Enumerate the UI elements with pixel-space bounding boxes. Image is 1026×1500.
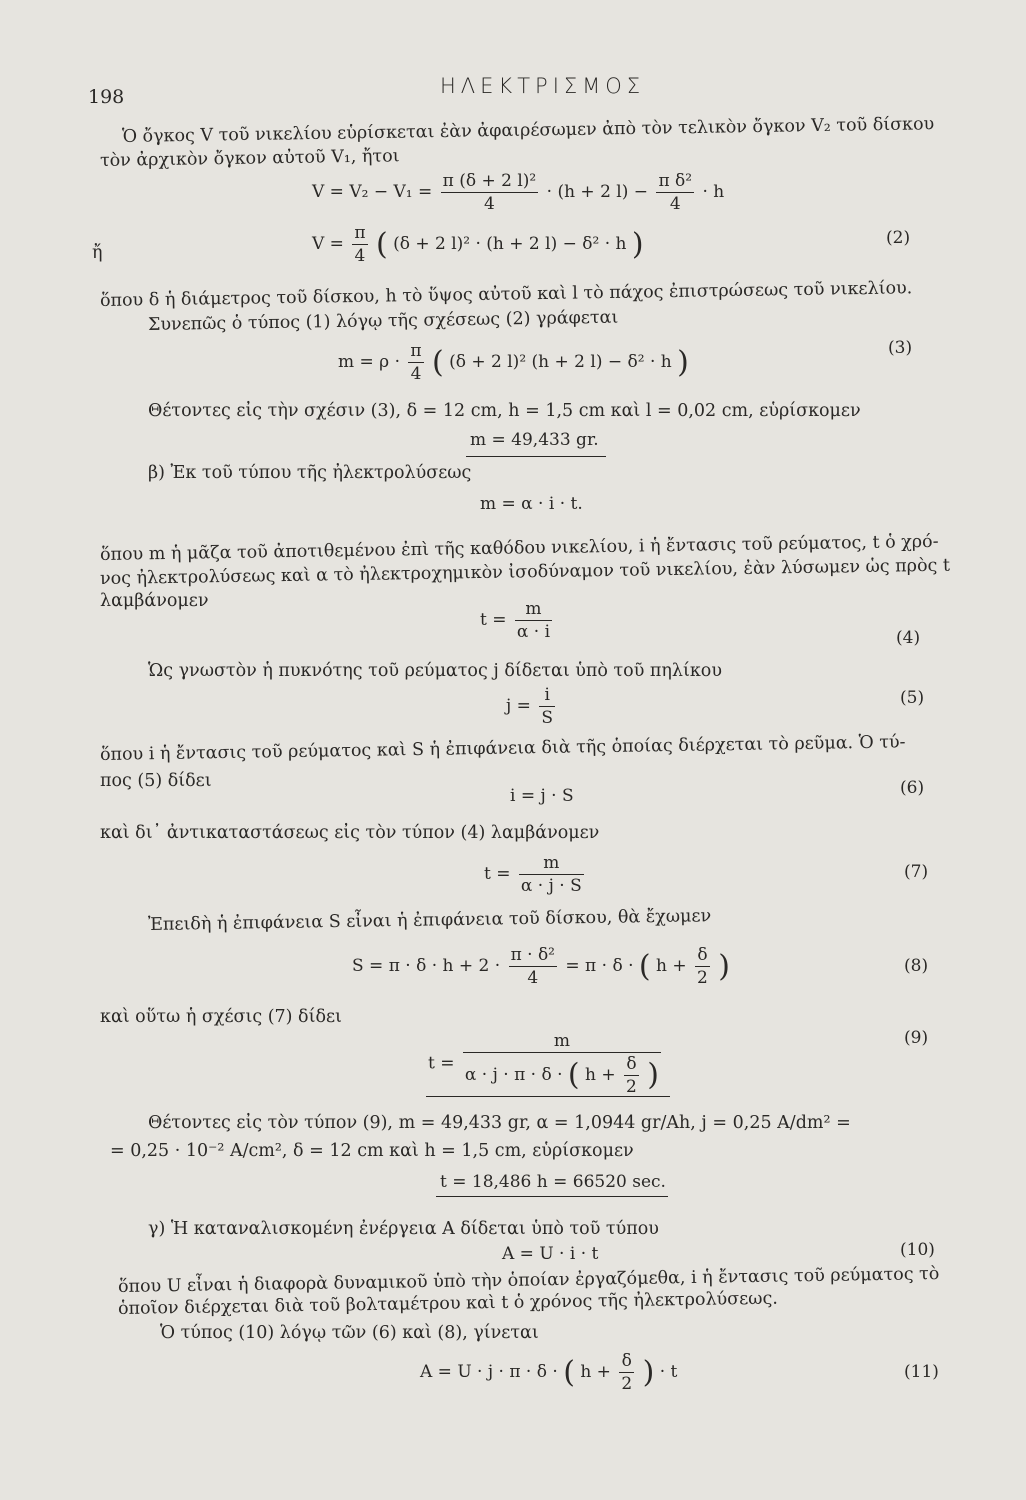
denominator: 2	[697, 968, 708, 988]
equation-number: (9)	[904, 1028, 929, 1048]
left-paren: (	[567, 1057, 580, 1093]
equation-number: (7)	[904, 862, 929, 882]
equation-lhs: m = ρ ·	[338, 352, 400, 372]
fraction	[519, 852, 584, 897]
text-eta: ἤ	[92, 243, 103, 263]
equation-number: (3)	[888, 338, 913, 358]
equation-lhs: V = V₂ − V₁ =	[312, 182, 433, 202]
denominator: 2	[626, 1077, 637, 1097]
text-line: ὅπου m ἡ μᾶζα τοῦ ἀποτιθεμένου ἐπὶ τῆς καθόδου νικελίου, i ἡ ἔντασις τοῦ ρεύματος, t ὁ χρό-	[99, 531, 939, 565]
left-paren: (	[638, 949, 651, 984]
right-paren: )	[647, 1057, 659, 1093]
fraction	[619, 1350, 634, 1395]
text-line: ὅπου δ ἡ διάμετρος τοῦ δίσκου, h τὸ ὕψος αὐτοῦ καὶ l τὸ πάχος ἐπιστρώσεως τοῦ νικελίου.	[99, 278, 913, 311]
text-line: νος ἠλεκτρολύσεως καὶ α τὸ ἠλεκτροχημικὸν ἰσοδύναμον τοῦ νικελίου, ἐὰν λύσωμεν ὡς πρὸς t	[99, 555, 951, 589]
left-paren: (	[375, 227, 388, 262]
text-line: ὅπου i ἡ ἔντασις τοῦ ρεύματος καὶ S ἡ ἐπιφάνεια διὰ τῆς ὁποίας διέρχεται τὸ ρεῦμα. Ὁ τύ-	[99, 732, 906, 765]
equation-term: · t	[659, 1362, 678, 1382]
equation-8	[352, 944, 730, 989]
denominator: 2	[621, 1374, 633, 1394]
equation-term: h +	[656, 956, 687, 976]
denominator: 4	[408, 362, 423, 385]
fraction	[624, 1053, 639, 1098]
numerator: m	[525, 599, 542, 619]
right-paren: )	[718, 949, 730, 984]
right-paren: )	[642, 1355, 655, 1390]
equation-term: (δ + 2 l)² (h + 2 l) − δ² · h	[449, 352, 672, 372]
text-line: β) Ἐκ τοῦ τύπου τῆς ἠλεκτρολύσεως	[148, 463, 472, 483]
denominator: S	[541, 708, 553, 728]
equation-lhs: V =	[312, 234, 344, 254]
equation-term: · (h + 2 l) −	[546, 182, 649, 202]
fraction	[515, 598, 552, 643]
numerator: m	[553, 1031, 570, 1051]
denominator: 4	[441, 192, 539, 215]
equation-lhs: j =	[506, 696, 531, 716]
fraction	[656, 170, 694, 215]
fraction	[352, 222, 367, 267]
numerator: π (δ + 2 l)²	[442, 171, 537, 191]
fraction	[695, 944, 710, 989]
denominator-term: h +	[585, 1065, 616, 1085]
running-title: ΗΛΕΚΤΡΙΣΜΟΣ	[440, 74, 646, 98]
equation-term: · h	[702, 182, 725, 202]
left-paren: (	[563, 1355, 575, 1390]
text-line: = 0,25 · 10⁻² A/cm², δ = 12 cm καὶ h = 1,5 cm, εὑρίσκομεν	[110, 1141, 634, 1161]
equation-11	[420, 1350, 677, 1395]
denominator: 4	[352, 244, 367, 267]
fraction	[441, 170, 539, 215]
numerator: π	[410, 341, 422, 361]
numerator: π δ²	[658, 171, 693, 191]
equation-6: i = j · S	[510, 786, 574, 806]
numerator: π	[354, 223, 366, 243]
left-paren: (	[431, 345, 444, 380]
numerator: δ	[621, 1351, 632, 1371]
text-line: λαμβάνομεν	[100, 591, 209, 611]
text-line: Θέτοντες εἰς τὴν σχέσιν (3), δ = 12 cm, h = 1,5 cm καὶ l = 0,02 cm, εὑρίσκομεν	[148, 401, 861, 421]
fraction	[539, 684, 555, 729]
numerator: i	[544, 685, 550, 705]
text-line: καὶ δι᾽ ἀντικαταστάσεως εἰς τὸν τύπον (4) λαμβάνομεν	[100, 823, 600, 843]
text-line: ὅπου U εἶναι ἡ διαφορὰ δυναμικοῦ ὑπὸ τὴν ὁποίαν ἐργαζόμεθα, i ἡ ἔντασις τοῦ ρεύματος τὸ	[117, 1264, 940, 1297]
equation-9	[428, 1030, 664, 1098]
numerator: δ	[697, 945, 708, 965]
equation-volume	[312, 170, 724, 215]
fraction	[408, 340, 423, 385]
equation-electrolysis: m = α · i · t.	[480, 494, 583, 514]
fraction	[463, 1030, 661, 1098]
denominator-term: α · j · π · δ ·	[464, 1065, 563, 1085]
result-time: t = 18,486 h = 66520 sec.	[440, 1172, 666, 1192]
numerator: δ	[626, 1054, 637, 1074]
right-paren: )	[677, 345, 689, 380]
numerator: m	[543, 853, 560, 873]
equation-10: A = U · i · t	[502, 1244, 599, 1264]
page-number: 198	[88, 86, 125, 108]
equation-term: h +	[580, 1362, 611, 1382]
result-underline	[436, 1196, 668, 1197]
text-line: Θέτοντες εἰς τὸν τύπον (9), m = 49,433 gr, α = 1,0944 gr/Ah, j = 0,25 A/dm² =	[148, 1113, 851, 1133]
fraction	[509, 944, 557, 989]
result-underline	[426, 1096, 670, 1097]
equation-3	[338, 340, 689, 385]
text-line: Ἐπειδὴ ἡ ἐπιφάνεια S εἶναι ἡ ἐπιφάνεια τοῦ δίσκου, θὰ ἔχωμεν	[147, 906, 712, 935]
equation-term: (δ + 2 l)² · (h + 2 l) − δ² · h	[393, 234, 627, 254]
equation-number: (11)	[904, 1362, 939, 1382]
text-line: καὶ οὕτω ἡ σχέσις (7) δίδει	[100, 1007, 342, 1027]
text-line: γ) Ἡ καταναλισκομένη ἐνέργεια A δίδεται ὑπὸ τοῦ τύπου	[148, 1219, 659, 1239]
equation-term: = π · δ ·	[565, 956, 634, 976]
equation-number: (2)	[886, 228, 911, 248]
equation-2	[312, 222, 644, 267]
equation-lhs: A = U · j · π · δ ·	[420, 1362, 558, 1382]
denominator: α · j · S	[520, 876, 582, 896]
equation-number: (5)	[900, 688, 925, 708]
equation-lhs: t =	[480, 610, 507, 630]
equation-4	[480, 598, 555, 643]
equation-number: (10)	[900, 1240, 935, 1260]
text-line: ὁποῖον διέρχεται διὰ τοῦ βολταμέτρου καὶ t ὁ χρόνος τῆς ἠλεκτρολύσεως.	[117, 1288, 779, 1319]
result-mass: m = 49,433 gr.	[470, 430, 599, 450]
text-line: πος (5) δίδει	[100, 771, 212, 791]
text-line: Ὡς γνωστὸν ἡ πυκνότης τοῦ ρεύματος j δίδεται ὑπὸ τοῦ πηλίκου	[148, 661, 722, 681]
result-underline	[466, 456, 606, 457]
right-paren: )	[631, 227, 644, 262]
equation-5	[506, 684, 558, 729]
denominator	[463, 1052, 661, 1098]
denominator: α · i	[516, 622, 551, 642]
text-line: Ὁ τύπος (10) λόγῳ τῶν (6) καὶ (8), γίνεται	[160, 1323, 539, 1343]
equation-number: (4)	[896, 628, 921, 648]
equation-number: (8)	[904, 956, 929, 976]
denominator: 4	[656, 192, 694, 215]
equation-7	[484, 852, 587, 897]
denominator: 4	[509, 966, 557, 989]
text-line: τὸν ἀρχικὸν ὄγκον αὐτοῦ V₁, ἤτοι	[99, 146, 400, 171]
equation-number: (6)	[900, 778, 925, 798]
numerator: π · δ²	[510, 945, 555, 965]
equation-lhs: t =	[484, 864, 511, 884]
text-line: Συνεπῶς ὁ τύπος (1) λόγῳ τῆς σχέσεως (2) γράφεται	[147, 307, 619, 335]
equation-lhs: S = π · δ · h + 2 ·	[352, 956, 501, 976]
equation-lhs: t =	[428, 1053, 455, 1074]
text-line: Ὁ ὄγκος V τοῦ νικελίου εὑρίσκεται ἐὰν ἀφαιρέσωμεν ἀπὸ τὸν τελικὸν ὄγκον V₂ τοῦ δίσκου	[121, 114, 935, 147]
